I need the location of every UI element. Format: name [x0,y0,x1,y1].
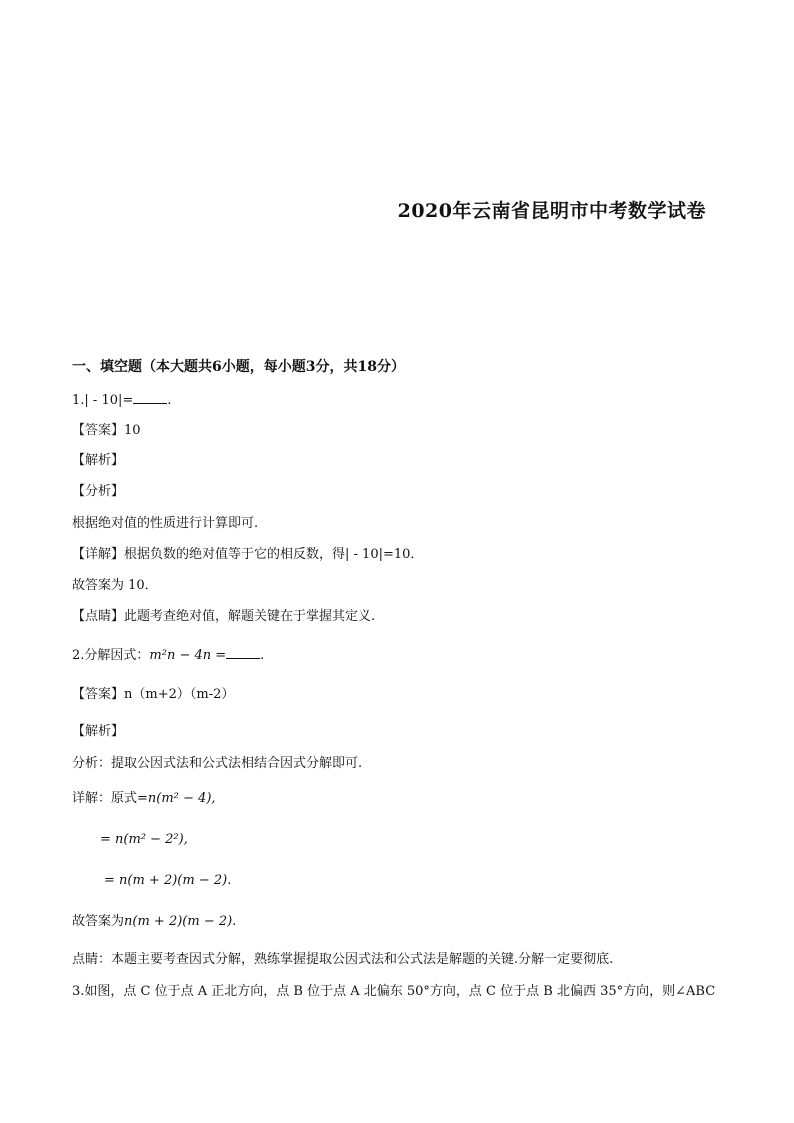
step-2 [100,831,188,849]
detail-line [72,546,423,564]
question-2 [72,646,264,665]
comment-line: 点睛：本题主要考查因式分解，熟练掌握提取公因式法和公式法是解题的关键.分解一定要彻底. [72,952,614,967]
question-2-end: . [260,648,265,663]
question-2-text: 2.分解因式： [72,648,150,663]
result-line [72,913,236,931]
fenxi-text: 根据绝对值的性质进行计算即可. [72,516,259,531]
step-1-expr: n(m² − 4), [147,791,216,806]
result-line: 故答案为 10． [72,578,158,593]
answer-tag: 【答案】 [72,423,125,438]
question-1-end: . [167,393,172,408]
question-1-text: 1.| - 10|= [72,393,134,408]
step-1 [72,790,216,808]
question-2-eq: = [211,648,227,663]
detail-tag: 【详解】 [72,547,125,562]
answer-value: n（m+2）（m-2） [124,687,235,702]
answer-blank [133,391,167,404]
answer-line [72,686,234,704]
question-1 [72,391,171,410]
answer-value: 10 [124,423,141,438]
answer-blank [226,646,260,659]
comment-tag: 【点睛】 [72,609,125,624]
fenxi-tag: 【分析】 [72,484,125,499]
analysis-tag: 【解析】 [72,453,125,468]
step-3 [104,872,231,890]
step-2-expr: = n(m² − 2²), [100,832,188,847]
result-expr: n(m + 2)(m − 2). [124,914,237,929]
detail-text: 根据负数的绝对值等于它的相反数，得| - 10|=10． [124,547,424,562]
comment-line [72,608,375,626]
question-3: 3.如图，点 C 位于点 A 正北方向，点 B 位于点 A 北偏东 50°方向，点 C 位于点 B 北偏西 35°方向，则∠ABC [72,984,716,999]
page-title: 2020年云南省昆明市中考数学试卷 [397,200,706,222]
analysis-tag: 【解析】 [72,724,125,739]
fenxi-text: 分析：提取公因式法和公式法相结合因式分解即可. [72,756,363,771]
answer-tag: 【答案】 [72,687,125,702]
answer-line [72,422,141,440]
step-1-label: 详解：原式= [72,791,148,806]
step-3-expr: = n(m + 2)(m − 2). [104,873,232,888]
question-2-expr: m²n − 4n [149,648,212,663]
comment-text: 此题考查绝对值，解题关键在于掌握其定义. [124,609,376,624]
section-heading: 一、填空题（本大题共6小题，每小题3分，共18分） [72,359,405,375]
result-label: 故答案为 [72,914,125,929]
